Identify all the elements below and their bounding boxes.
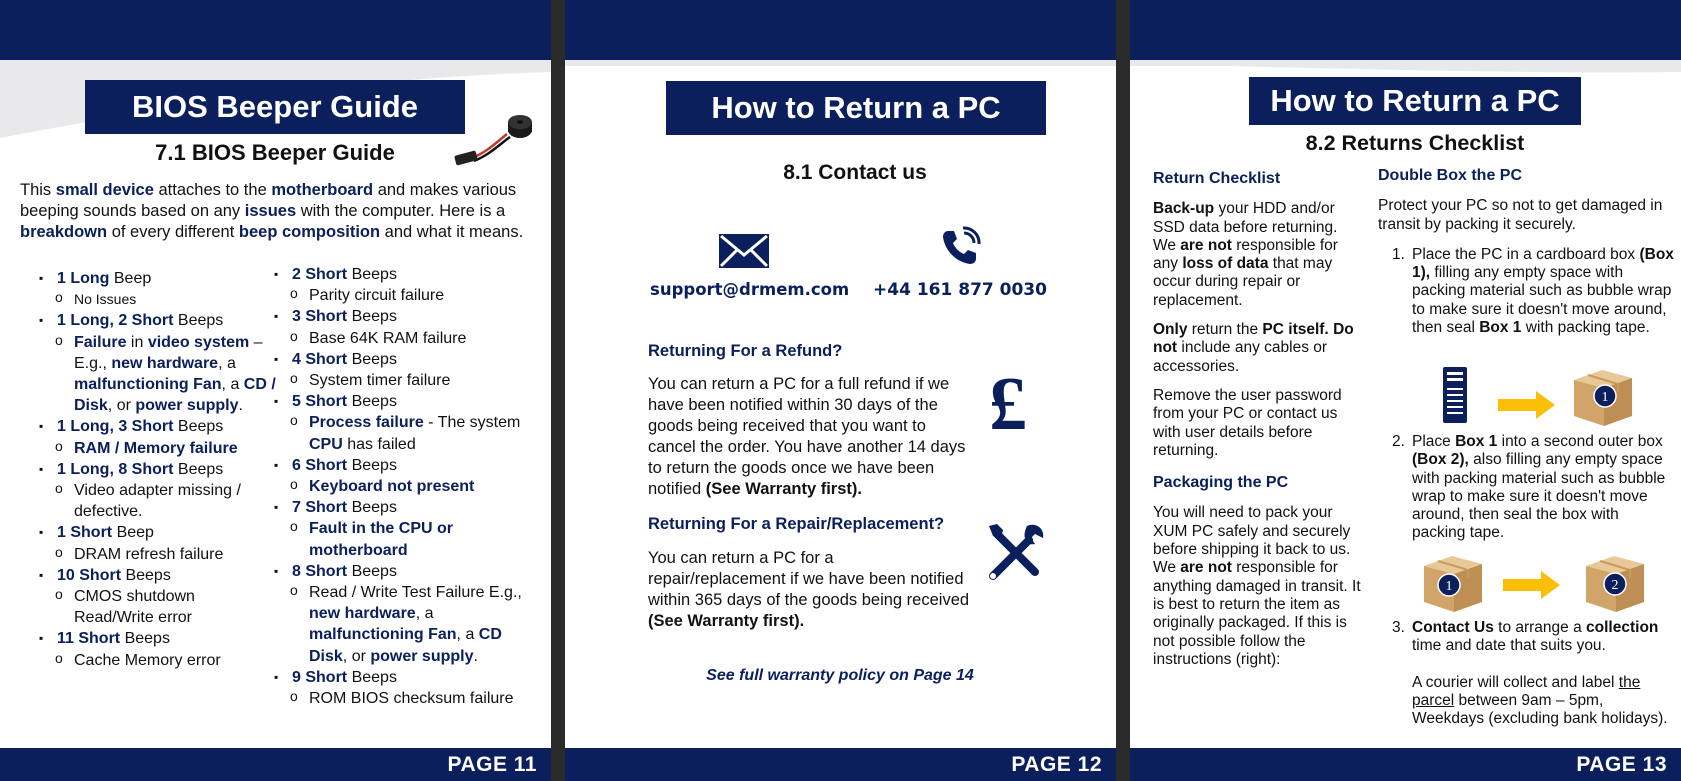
page-title: How to Return a PC — [1249, 77, 1581, 125]
page-11 — [0, 0, 551, 781]
beep-meaning: o Cache Memory error — [37, 650, 277, 671]
section-subtitle: 7.1 BIOS Beeper Guide — [155, 140, 395, 165]
beep-meaning: o Fault in the CPU or motherboard — [272, 518, 537, 560]
page-13 — [1130, 0, 1681, 781]
warranty-note[interactable]: See full warranty policy on Page 14 — [706, 667, 974, 684]
repair-heading: Returning For a Repair/Replacement? — [648, 515, 945, 533]
page-footer — [565, 748, 1116, 781]
parcel-link[interactable]: the parcel — [1412, 673, 1641, 709]
step-1: 1. Place the PC in a cardboard box (Box 1), filling any empty space with packing material such as bubble wrap to make sure it doesn't move around, then seal Box 1 with packing tape. — [1392, 245, 1674, 337]
arrow-right-icon — [1498, 390, 1556, 420]
intro-paragraph: This small device attaches to the motherboard and makes various beeping sounds based on any issues with the computer. Here is a breakdown of every different beep composition and what it means. — [20, 181, 524, 241]
beep-meaning: o Base 64K RAM failure — [272, 328, 537, 349]
beep-item: ▪ 1 Short Beep — [37, 522, 277, 543]
beep-meaning: o RAM / Memory failure — [37, 438, 277, 459]
step-number: 2. — [1392, 433, 1405, 450]
box-1-label: 1 — [1601, 390, 1609, 405]
beep-item: ▪ 1 Long Beep — [37, 268, 277, 289]
beep-meaning: o Keyboard not present — [272, 476, 537, 497]
pc-tower-icon — [1442, 366, 1468, 424]
page-12 — [565, 0, 1116, 781]
envelope-icon — [718, 233, 770, 269]
refund-heading: Returning For a Refund? — [648, 342, 843, 360]
beep-item: ▪ 2 Short Beeps — [272, 264, 537, 285]
page-number: PAGE 13 — [1576, 753, 1667, 776]
beep-item: ▪ 9 Short Beeps — [272, 667, 537, 688]
page-number: PAGE 12 — [1011, 753, 1102, 776]
beep-meaning: o Process failure - The system CPU has failed — [272, 412, 537, 454]
beep-meaning: o No Issues — [37, 289, 277, 310]
box-1-label: 1 — [1445, 579, 1453, 594]
page-header-bar — [0, 0, 551, 66]
double-box-column — [1378, 167, 1676, 337]
box-1-icon — [1420, 548, 1486, 614]
email-link[interactable]: support@drmem.com — [650, 280, 850, 299]
page-number: PAGE 11 — [447, 753, 537, 776]
page-footer — [1130, 748, 1681, 781]
checklist-password: Remove the user password from your PC or contact us with user details before returning. — [1153, 386, 1342, 459]
section-subtitle: 8.1 Contact us — [783, 161, 927, 184]
beep-item: ▪ 11 Short Beeps — [37, 628, 277, 649]
beep-list-left — [37, 268, 277, 671]
page-footer — [0, 748, 551, 781]
beep-item: ▪ 1 Long, 2 Short Beeps — [37, 310, 277, 331]
step-2: 2. Place Box 1 into a second outer box (Box 2), also filling any empty space with packing material such as bubble wrap to make sure it doesn't move around, then seal the box with packing tape. — [1392, 433, 1666, 542]
checklist-only-pc: Only return the PC itself. Do not include any cables or accessories. — [1153, 321, 1354, 375]
step-3: 3. Contact Us to arrange a collection time and date that suits you. — [1392, 619, 1659, 655]
beep-meaning: o ROM BIOS checksum failure — [272, 688, 537, 709]
phone-icon — [939, 226, 981, 268]
page-header-bar — [565, 0, 1116, 66]
tools-icon — [983, 520, 1049, 586]
refund-paragraph: You can return a PC for a full refund if we have been notified within 30 days of the goods being received that you want to cancel the order. You have another 14 days to return the goods once we have been notified (See Warranty first). — [648, 375, 966, 498]
beeper-illustration — [452, 112, 536, 174]
pound-icon: £ — [989, 362, 1027, 446]
packaging-paragraph: You will need to pack your XUM PC safely and securely before shipping it back to us. We are not responsible for anything damaged in transit. It is best to return the item as originally packaged. If this is not possible follow the instructions (right): — [1153, 504, 1361, 668]
page-title: BIOS Beeper Guide — [85, 80, 465, 134]
beep-meaning: o DRAM refresh failure — [37, 544, 277, 565]
beep-item: ▪ 6 Short Beeps — [272, 455, 537, 476]
return-checklist-column — [1153, 170, 1363, 680]
box-2-icon — [1582, 548, 1648, 614]
beep-item: ▪ 8 Short Beeps — [272, 561, 537, 582]
repair-paragraph: You can return a PC for a repair/replacement if we have been notified within 365 days of the goods being received (See Warranty first). — [648, 549, 970, 630]
courier-paragraph: A courier will collect and label the parcel between 9am – 5pm, Weekdays (excluding bank holidays). — [1412, 673, 1668, 728]
beep-meaning: o CMOS shutdown Read/Write error — [37, 586, 277, 628]
page-title: How to Return a PC — [666, 81, 1046, 135]
beep-item: ▪ 5 Short Beeps — [272, 391, 537, 412]
return-checklist-heading: Return Checklist — [1153, 170, 1281, 187]
beep-item: ▪ 1 Long, 8 Short Beeps — [37, 459, 277, 480]
beep-item: ▪ 1 Long, 3 Short Beeps — [37, 416, 277, 437]
beep-meaning: o System timer failure — [272, 370, 537, 391]
box-1-icon — [1570, 362, 1636, 428]
beep-item: ▪ 7 Short Beeps — [272, 497, 537, 518]
beep-meaning: o Failure in video system – E.g., new hardware, a malfunctioning Fan, a CD / Disk, or power supply. — [37, 332, 277, 417]
packaging-heading: Packaging the PC — [1153, 474, 1289, 492]
double-box-steps-continued — [1378, 433, 1676, 543]
beep-item: ▪ 4 Short Beeps — [272, 349, 537, 370]
double-box-heading: Double Box the PC — [1378, 167, 1523, 184]
beep-list-right — [272, 264, 537, 709]
checklist-backup: Back-up your HDD and/or SSD data before returning. We are not responsible for any loss of data that may occur during repair or replacement. — [1153, 200, 1338, 309]
beep-meaning: o Read / Write Test Failure E.g., new hardware, a malfunctioning Fan, a CD Disk, or power supply. — [272, 582, 537, 667]
page-header-bar — [1130, 0, 1681, 66]
arrow-right-icon — [1503, 570, 1561, 600]
double-box-intro: Protect your PC so not to get damaged in transit by packing it securely. — [1378, 197, 1663, 233]
beep-meaning: o Parity circuit failure — [272, 285, 537, 306]
step-number: 1. — [1392, 245, 1405, 263]
phone-number[interactable]: +44 161 877 0030 — [873, 280, 1047, 300]
step-number: 3. — [1392, 619, 1405, 636]
beep-item: ▪ 3 Short Beeps — [272, 306, 537, 327]
section-subtitle: 8.2 Returns Checklist — [1305, 131, 1525, 155]
beep-meaning: o Video adapter missing / defective. — [37, 480, 277, 522]
double-box-steps-final — [1378, 619, 1678, 739]
beep-item: ▪ 10 Short Beeps — [37, 565, 277, 586]
box-2-label: 2 — [1611, 578, 1619, 593]
